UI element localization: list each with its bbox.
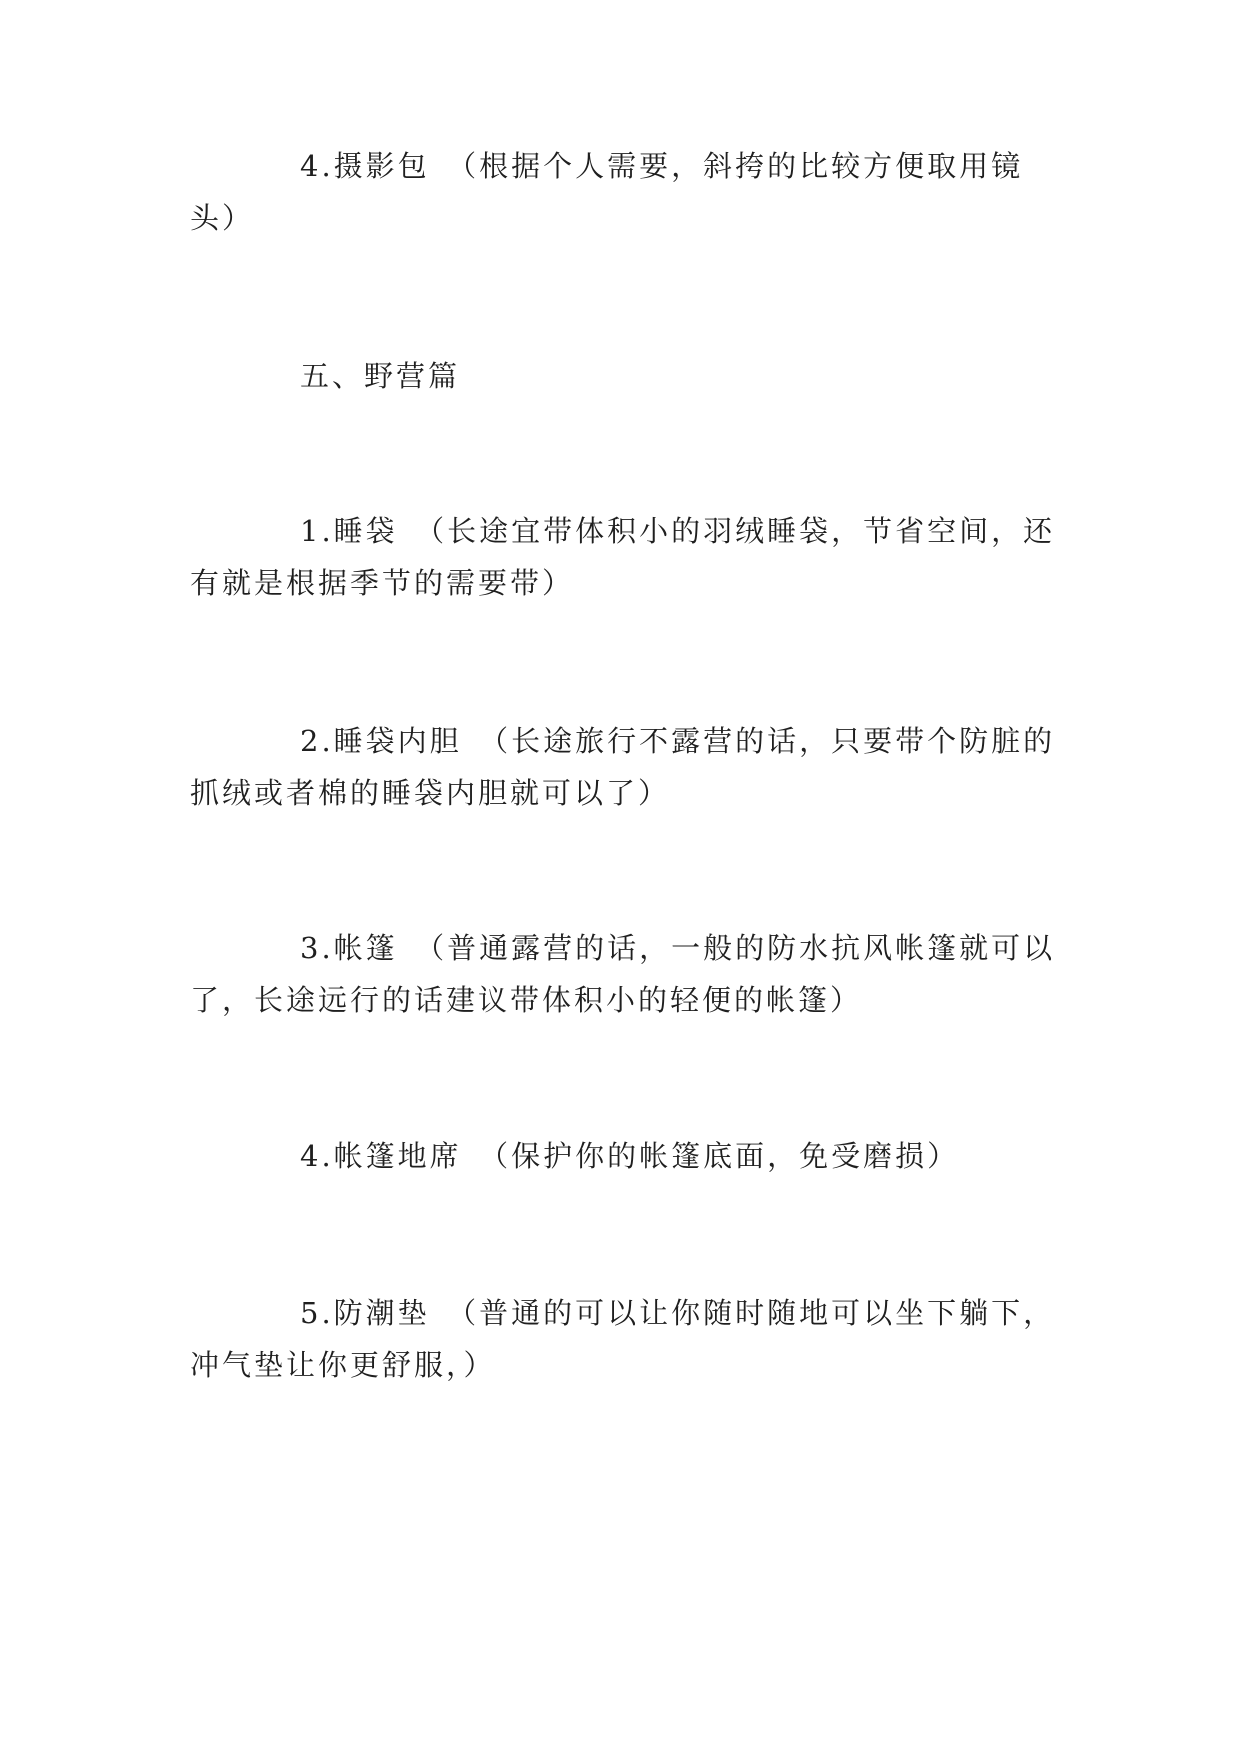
paragraph-tent-footprint: 4.帐篷地席 （保护你的帐篷底面，免受磨损） xyxy=(300,1139,960,1173)
paragraph-sleeping-bag-liner: 2.睡袋内胆 （长途旅行不露营的话，只要带个防脏的抓绒或者棉的睡袋内胆就可以了） xyxy=(190,724,1056,810)
paragraph-sleeping-bag: 1.睡袋 （长途宜带体积小的羽绒睡袋，节省空间，还有就是根据季节的需要带） xyxy=(190,514,1056,600)
paragraph-camera-bag: 4.摄影包 （根据个人需要，斜挎的比较方便取用镜头） xyxy=(190,149,1024,235)
section-heading-camping: 五、野营篇 xyxy=(300,359,461,393)
paragraph-tent: 3.帐篷 （普通露营的话，一般的防水抗风帐篷就可以了，长途远行的话建议带体积小的轻便的帐篷） xyxy=(190,931,1056,1017)
paragraph-sleeping-pad: 5.防潮垫 （普通的可以让你随时随地可以坐下躺下，冲气垫让你更舒服，） xyxy=(190,1296,1056,1382)
